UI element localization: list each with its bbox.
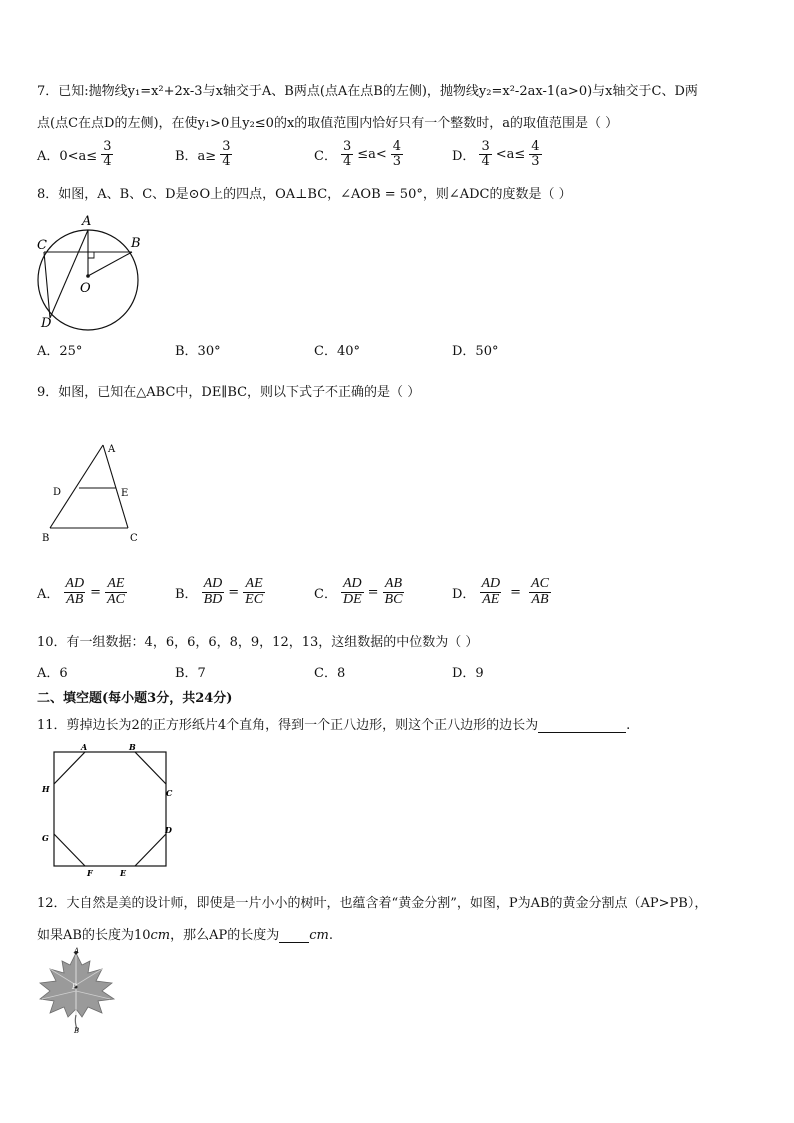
q11-label-g: G xyxy=(42,833,49,843)
q11-text: 11．剪掉边长为2的正方形纸片4个直角，得到一个正八边形，则这个正八边形的边长为 xyxy=(37,718,539,733)
q9-label-d: D xyxy=(53,487,62,498)
q7-option-d: D． $\frac{3}{4}$ <a≤ $\frac{4}{3}$ xyxy=(452,139,540,169)
q10-option-c: C．8 xyxy=(314,666,346,681)
q12-line1: 12．大自然是美的设计师，即使是一片小小的树叶，也蕴含着“黄金分割”，如图，P为AB的黄金分割点（AP>PB）， xyxy=(37,896,708,911)
q10-option-b: B．7 xyxy=(175,666,206,681)
q8-label-o: O xyxy=(80,281,91,296)
q8-option-d: D．50° xyxy=(452,344,499,359)
q12-label-p: P xyxy=(72,983,77,991)
q7-line2: 点(点C在点D的左侧)，在使y₁>0且y₂≤0的x的取值范围内恰好只有一个整数时，a的取值范围是（ ） xyxy=(37,116,619,131)
q8-option-b: B．30° xyxy=(175,344,221,359)
q11-label-a: A xyxy=(81,742,88,752)
q12-label-b: B xyxy=(74,1027,80,1035)
q11-label-e: E xyxy=(120,868,127,878)
q7-option-a: A．0<a≤ $\frac{3}{4}$ xyxy=(37,139,112,169)
q9-label-b: B xyxy=(42,533,50,544)
q10-text: 10．有一组数据：4，6，6，6，8，9，12，13，这组数据的中位数为（ ） xyxy=(37,635,479,650)
q8-text: 8．如图，A、B、C、D是⊙O上的四点，OA⊥BC，∠AOB = 50°，则∠ADC的度数是（ ） xyxy=(37,187,572,202)
q9-triangle-figure xyxy=(38,440,148,546)
q9-option-b: B． $\frac{AD}{BD}$ = $\frac{AE}{EC}$ xyxy=(175,576,264,607)
section-heading: 二、填空题(每小题3分，共24分) xyxy=(37,691,233,706)
q9-option-a: A． $\frac{AD}{AB}$ = $\frac{AE}{AC}$ xyxy=(37,576,125,607)
q11-answer-blank[interactable] xyxy=(538,719,626,733)
q8-label-d: D xyxy=(41,316,52,331)
q12-label-a: A xyxy=(74,947,80,955)
q8-option-c: C．40° xyxy=(314,344,360,359)
q9-label-e: E xyxy=(121,488,129,499)
q9-label-c: C xyxy=(130,533,138,544)
q9-label-a: A xyxy=(108,444,116,455)
q11-text-row: 11．剪掉边长为2的正方形纸片4个直角，得到一个正八边形，则这个正八边形的边长为 . xyxy=(37,718,631,733)
q8-label-b: B xyxy=(131,236,141,251)
q11-label-b: B xyxy=(129,742,136,752)
q11-label-d: D xyxy=(165,825,172,835)
q9-option-d: D． $\frac{AD}{AE}$ = $\frac{AC}{AB}$ xyxy=(452,576,549,607)
q8-circle-figure xyxy=(32,212,144,334)
q8-option-a: A．25° xyxy=(37,344,83,359)
q8-label-c: C xyxy=(37,238,47,253)
q9-option-c: C． $\frac{AD}{DE}$ = $\frac{AB}{BC}$ xyxy=(314,576,403,607)
q12-leaf-figure xyxy=(36,945,126,1035)
q9-text: 9．如图，已知在△ABC中，DE∥BC，则以下式子不正确的是（ ） xyxy=(37,385,421,400)
q7-option-c: C． $\frac{3}{4}$ ≤a< $\frac{4}{3}$ xyxy=(314,139,402,169)
q7-option-b: B．a≥ $\frac{3}{4}$ xyxy=(175,139,231,169)
q11-octagon-figure xyxy=(36,742,180,878)
q8-label-a: A xyxy=(82,214,92,229)
q7-line1: 7．已知:抛物线y₁=x²+2x-3与x轴交于A、B两点(点A在点B的左侧)，抛物线y₂=x²-2ax-1(a>0)与x轴交于C、D两 xyxy=(37,84,698,99)
q11-label-f: F xyxy=(87,868,93,878)
q11-label-h: H xyxy=(42,784,50,794)
q11-label-c: C xyxy=(166,788,173,798)
q10-option-d: D．9 xyxy=(452,666,484,681)
q12-line2: 如果AB的长度为10cm，那么AP的长度为 cm. xyxy=(37,928,333,943)
q12-answer-blank[interactable] xyxy=(279,929,309,943)
q10-option-a: A．6 xyxy=(37,666,68,681)
